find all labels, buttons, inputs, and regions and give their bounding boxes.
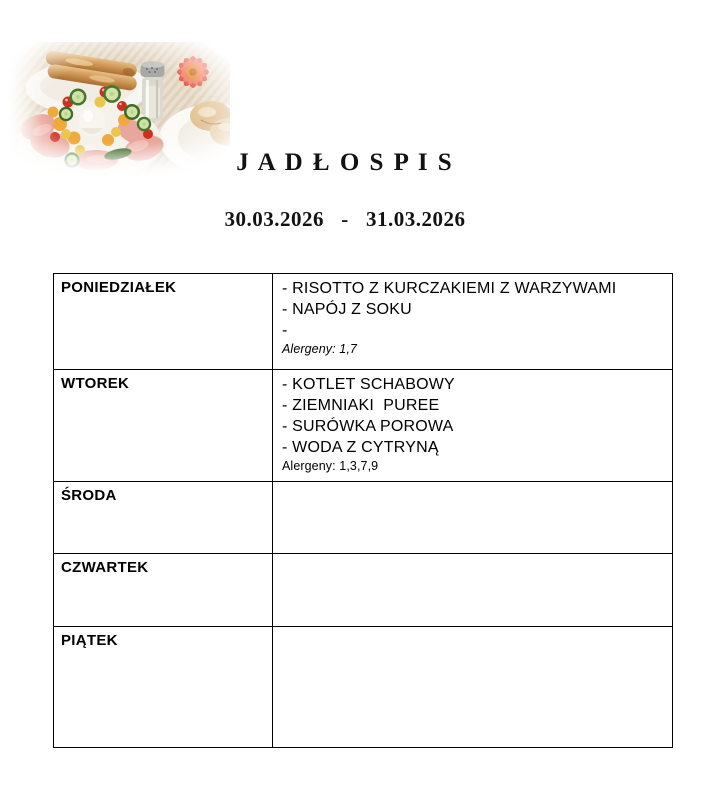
table-row-thursday (54, 554, 673, 627)
menu-item: - NAPÓJ Z SOKU (282, 301, 412, 318)
menu-item: - SURÓWKA POROWA (282, 418, 454, 435)
menu-item: - KOTLET SCHABOWY (282, 376, 455, 393)
allergens-note: Alergeny: 1,3,7,9 (282, 459, 379, 473)
menu-item: - WODA Z CYTRYNĄ (282, 439, 439, 456)
menu-item: - ZIEMNIAKI PUREE (282, 397, 440, 414)
day-label: PONIEDZIAŁEK (61, 279, 177, 296)
day-label: PIĄTEK (61, 632, 118, 649)
menu-cell-tuesday (273, 370, 673, 482)
table-row-friday (54, 627, 673, 748)
menu-cell-friday (273, 627, 673, 748)
menu-cell-wednesday (273, 482, 673, 554)
day-label: CZWARTEK (61, 559, 149, 576)
day-cell-friday (54, 627, 273, 748)
day-cell-monday (54, 274, 273, 370)
table-row-monday (54, 274, 673, 370)
menu-item: - RISOTTO Z KURCZAKIEMI Z WARZYWAMI (282, 280, 617, 297)
menu-cell-thursday (273, 554, 673, 627)
day-cell-tuesday (54, 370, 273, 482)
menu-item: - (282, 322, 288, 339)
menu-table (53, 273, 673, 748)
allergens-note: Alergeny: 1,7 (282, 342, 357, 356)
day-cell-wednesday (54, 482, 273, 554)
page-title: J A D Ł O S P I S (236, 149, 454, 176)
day-label: ŚRODA (61, 487, 117, 504)
date-range: 30.03.2026 - 31.03.2026 (224, 207, 466, 231)
day-cell-thursday (54, 554, 273, 627)
table-row-tuesday (54, 370, 673, 482)
menu-cell-monday (273, 274, 673, 370)
table-row-wednesday (54, 482, 673, 554)
day-label: WTOREK (61, 375, 130, 392)
